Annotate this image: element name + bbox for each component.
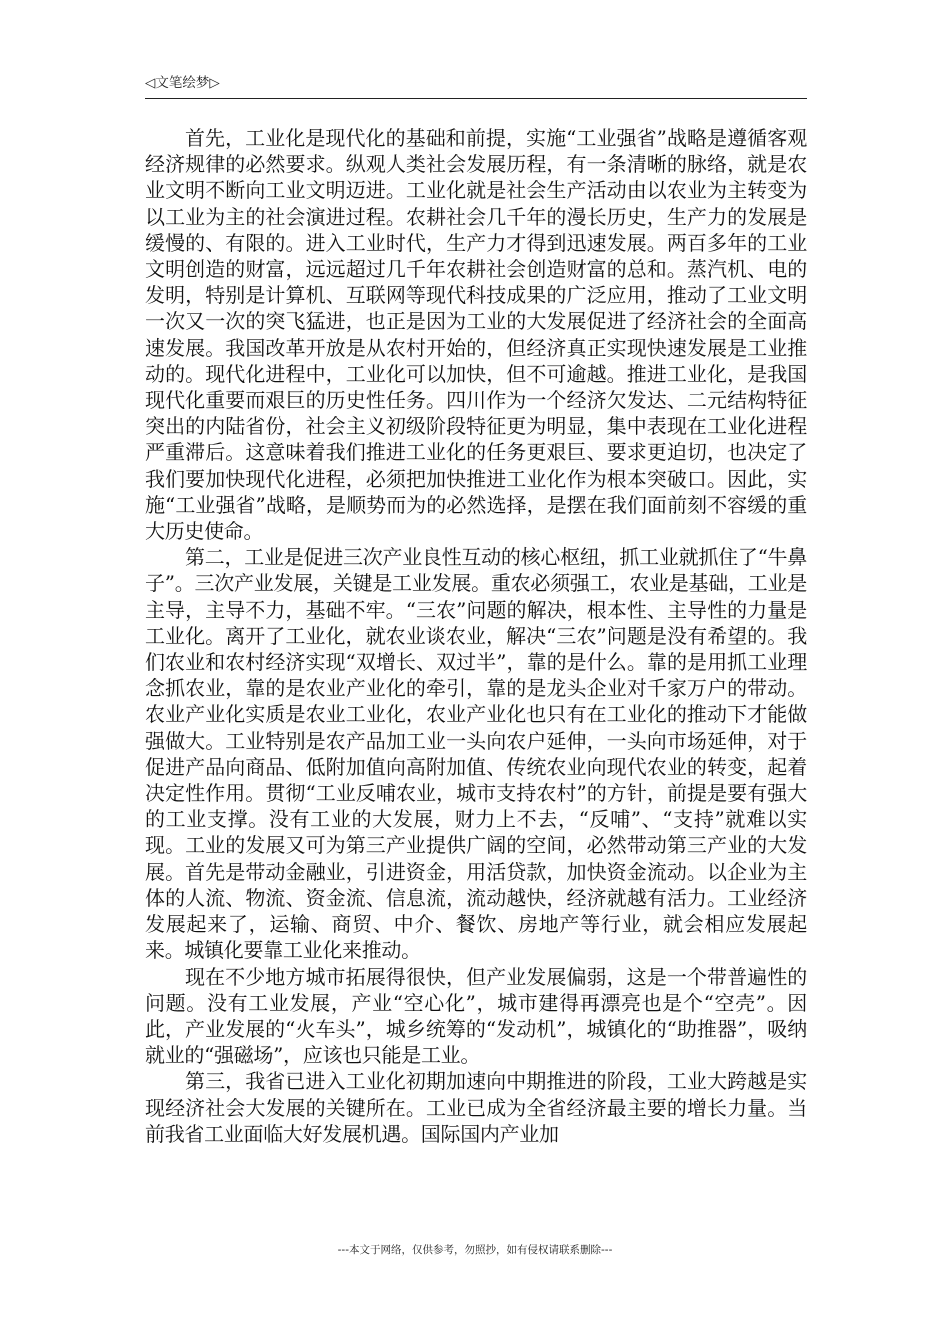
page-header [145, 74, 807, 99]
paragraph: 首先，工业化是现代化的基础和前提，实施“工业强省”战略是遵循客观经济规律的必然要求。纵观人类社会发展历程，有一条清晰的脉络，就是农业文明不断向工业文明迈进。工业化就是社会生产活动由以农业为主转变为以工业为主的社会演进过程。农耕社会几千年的漫长历史，生产力的发展是缓慢的、有限的。进入工业时代，生产力才得到迅速发展。两百多年的工业文明创造的财富，远远超过几千年农耕社会创造财富的总和。蒸汽机、电的发明，特别是计算机、互联网等现代科技成果的广泛应用，推动了工业文明一次又一次的突飞猛进，也正是因为工业的大发展促进了经济社会的全面高速发展。我国改革开放是从农村开始的，但经济真正实现快速发展是工业推动的。现代化进程中，工业化可以加快，但不可逾越。推进工业化，是我国现代化重要而艰巨的历史性任务。四川作为一个经济欠发达、二元结构特征突出的内陆省份，社会主义初级阶段特征更为明显，集中表现在工业化进程严重滞后。这意味着我们推进工业化的任务更艰巨、要求更迫切，也决定了我们要加快现代化进程，必须把加快推进工业化作为根本突破口。因此，实施“工业强省”战略，是顺势而为的必然选择，是摆在我们面前刻不容缓的重大历史使命。 [145, 126, 807, 544]
paragraph: 第三，我省已进入工业化初期加速向中期推进的阶段，工业大跨越是实现经济社会大发展的关键所在。工业已成为全省经济最主要的增长力量。当前我省工业面临大好发展机遇。国际国内产业加 [145, 1069, 807, 1146]
paragraph: 现在不少地方城市拓展得很快，但产业发展偏弱，这是一个带普遍性的问题。没有工业发展，产业“空心化”，城市建得再漂亮也是个“空壳”。因此，产业发展的“火车头”，城乡统筹的“发动机”，城镇化的“助推器”，吸纳就业的“强磁场”，应该也只能是工业。 [145, 964, 807, 1068]
document-body [145, 125, 807, 1147]
paragraph: 第二，工业是促进三次产业良性互动的核心枢纽，抓工业就抓住了“牛鼻子”。三次产业发展，关键是工业发展。重农必须强工，农业是基础，工业是主导，主导不力，基础不牢。“三农”问题的解决，根本性、主导性的力量是工业化。离开了工业化，就农业谈农业，解决“三农”问题是没有希望的。我们农业和农村经济实现“双增长、双过半”，靠的是什么。靠的是用抓工业理念抓农业，靠的是农业产业化的牵引，靠的是龙头企业对千家万户的带动。农业产业化实质是农业工业化，农业产业化也只有在工业化的推动下才能做强做大。工业特别是农产品加工业一头向农户延伸，一头向市场延伸，对于促进产品向商品、低附加值向高附加值、传统农业向现代农业的转变，起着决定性作用。贯彻“工业反哺农业，城市支持农村”的方针，前提是要有强大的工业支撑。没有工业的大发展，财力上不去，“反哺”、“支持”就难以实现。工业的发展又可为第三产业提供广阔的空间，必然带动第三产业的大发展。首先是带动金融业，引进资金，用活贷款，加快资金流动。以企业为主体的人流、物流、资金流、信息流，流动越快，经济就越有活力。工业经济发展起来了，运输、商贸、中介、餐饮、房地产等行业，就会相应发展起来。城镇化要靠工业化来推动。 [145, 545, 807, 963]
header-title: ◁文笔绘梦▷ [145, 75, 220, 91]
page-footer: ---本文于网络，仅供参考，勿照抄，如有侵权请联系删除--- [337, 1244, 613, 1256]
